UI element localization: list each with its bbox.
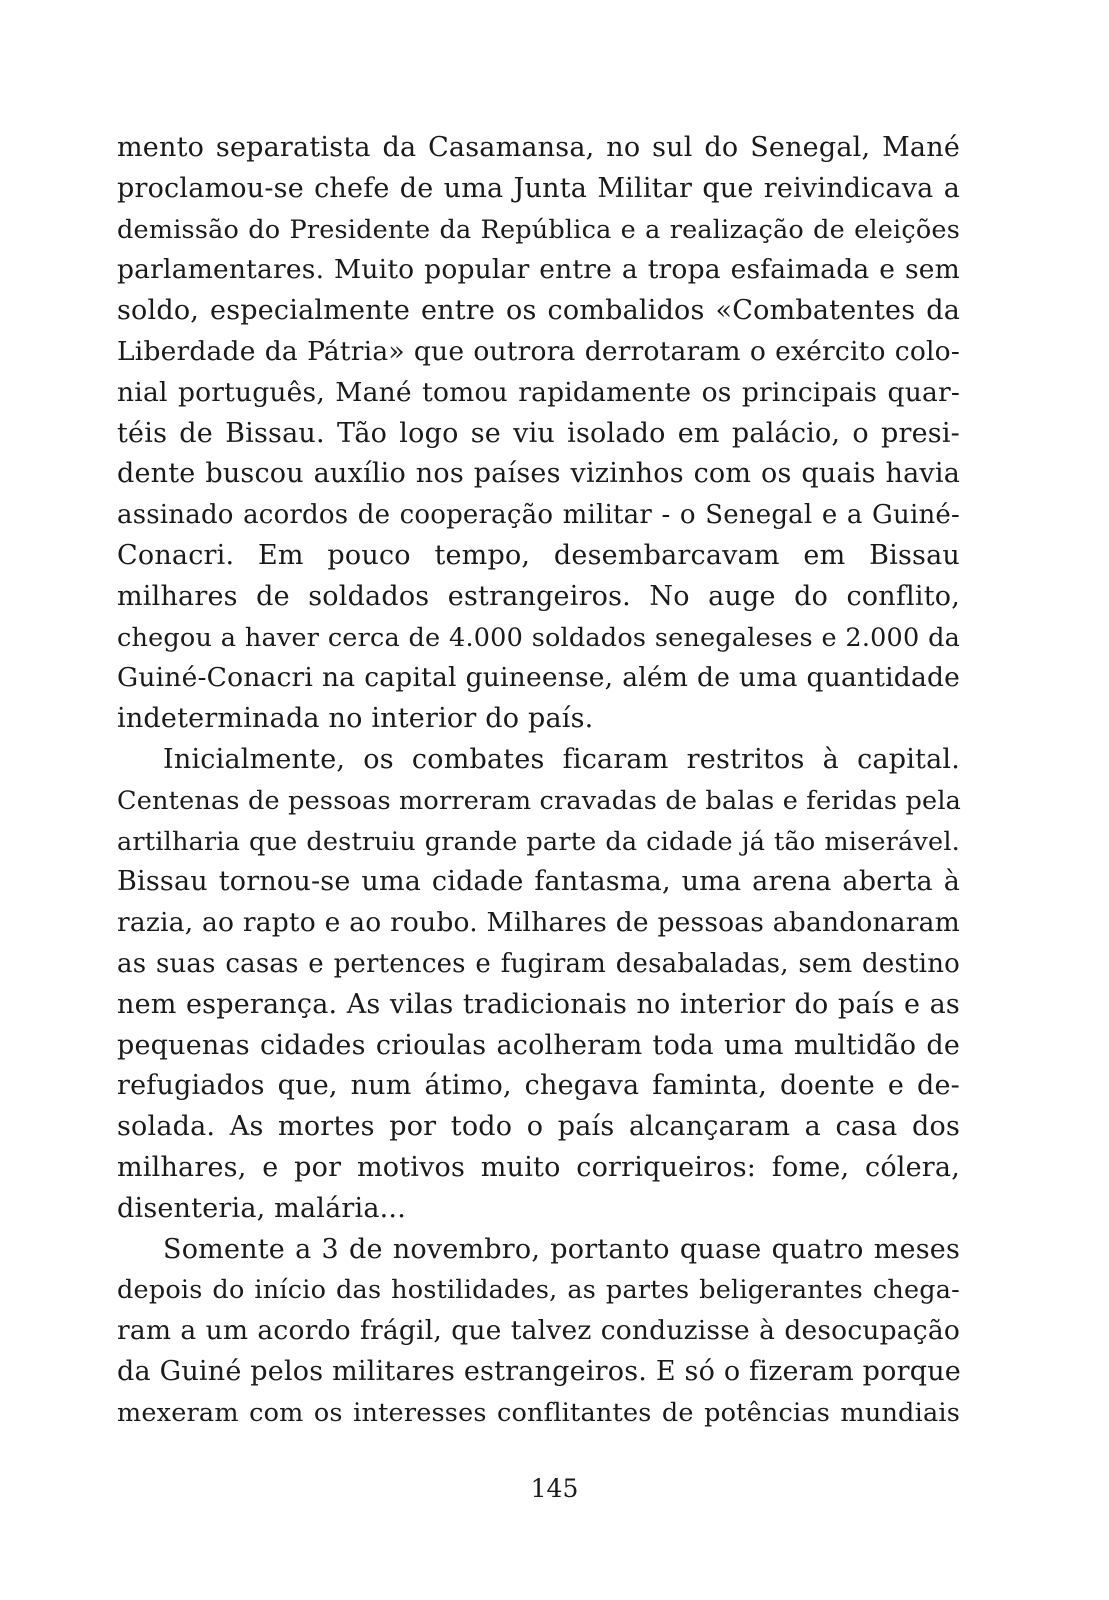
page-number: 145 — [530, 1474, 579, 1503]
text-line: demissão do Presidente da República e a realização de eleições — [117, 214, 960, 245]
text-line: chegou a haver cerca de 4.000 soldados senegaleses e 2.000 da — [117, 622, 960, 653]
text-line: depois do início das hostilidades, as partes beligerantes chega- — [117, 1275, 960, 1306]
text-line: milhares, e por motivos muito corriqueiros: fome, cólera, — [117, 1151, 960, 1183]
text-line: Somente a 3 de novembro, portanto quase quatro meses — [163, 1233, 960, 1265]
text-line: Liberdade da Pátria» que outrora derrotaram o exército colo- — [117, 335, 960, 367]
text-line: refugiados que, num átimo, chegava faminta, doente e de- — [117, 1070, 960, 1102]
text-line: as suas casas e pertences e fugiram desabaladas, sem destino — [117, 948, 960, 979]
text-line: Guiné-Conacri na capital guineense, além de uma quantidade — [117, 662, 960, 694]
text-line: parlamentares. Muito popular entre a tropa esfaimada e sem — [117, 254, 960, 286]
text-line: nial português, Mané tomou rapidamente os principais quar- — [117, 376, 960, 408]
text-line: Inicialmente, os combates ficaram restritos à capital. — [163, 743, 960, 775]
text-line: nem esperança. As vilas tradicionais no interior do país e as — [117, 988, 960, 1020]
text-line: da Guiné pelos militares estrangeiros. E só o fizeram porque — [117, 1355, 961, 1387]
text-line: pequenas cidades crioulas acolheram toda uma multidão de — [117, 1029, 960, 1061]
text-line: Conacri. Em pouco tempo, desembarcavam em Bissau — [117, 539, 960, 571]
text-line: indeterminada no interior do país. — [117, 703, 594, 735]
text-line: proclamou-se chefe de uma Junta Militar que reivindicava a — [117, 172, 960, 204]
text-line: mexeram com os interesses conflitantes de potências mundiais — [117, 1397, 960, 1428]
text-line: milhares de soldados estrangeiros. No auge do conflito, — [117, 580, 960, 612]
text-line: Centenas de pessoas morreram cravadas de balas e feridas pela — [117, 785, 962, 816]
text-line: Bissau tornou-se uma cidade fantasma, uma arena aberta à — [117, 866, 960, 898]
body-text — [117, 128, 960, 1434]
text-line: artilharia que destruiu grande parte da cidade já tão miserável. — [117, 826, 960, 857]
text-line: dente buscou auxílio nos países vizinhos com os quais havia — [117, 458, 960, 490]
text-line: disenteria, malária... — [117, 1192, 406, 1224]
text-line: assinado acordos de cooperação militar - o Senegal e a Guiné- — [117, 500, 960, 531]
text-line: téis de Bissau. Tão logo se viu isolado em palácio, o presi- — [117, 417, 960, 449]
text-line: razia, ao rapto e ao roubo. Milhares de pessoas abandonaram — [117, 907, 960, 939]
text-line: solada. As mortes por todo o país alcançaram a casa dos — [117, 1111, 960, 1143]
text-line: soldo, especialmente entre os combalidos «Combatentes da — [117, 295, 960, 327]
text-line: mento separatista da Casamansa, no sul do Senegal, Mané — [117, 132, 960, 163]
text-line: ram a um acordo frágil, que talvez conduzisse à desocupação — [117, 1315, 960, 1347]
